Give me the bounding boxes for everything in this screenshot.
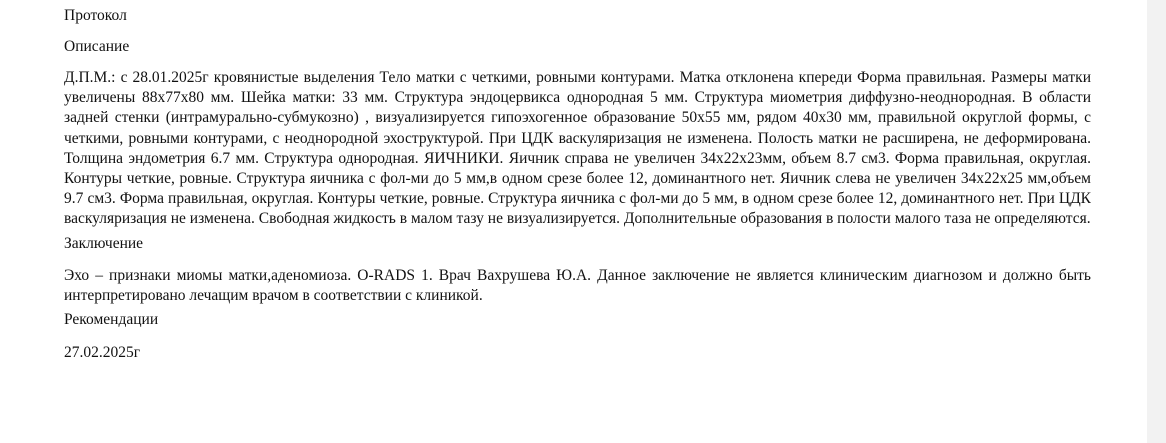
protocol-heading: Протокол: [64, 7, 127, 24]
conclusion-heading: Заключение: [64, 234, 144, 252]
description-text: Д.П.М.: с 28.01.2025г кровянистые выделения Тело матки с четкими, ровными контурами. Матка отклонена кпереди Форма правильная. Размеры матки увеличены 88x77x80 мм. Шейка матки: 33 мм. Структура эндоцервикса однородная 5 мм. Структура миометрия диффузно-неоднородная. В области задней стенки (интрамурально-субмукозно) , визуализируется гипоэхогенное образование 50x55 мм, рядом 40x30 мм, правильной округлой формы, с четкими, ровными контурами, с неоднородной эхоструктурой. При ЦДК васкуляризация не изменена. Полость матки не расширена, не деформирована. Толщина эндометрия 6.7 мм. Структура однородная. ЯИЧНИКИ. Яичник справа не увеличен 34x22x23мм, объем 8.7 см3. Форма правильная, округлая. Контуры четкие, ровные. Структура яичника с фол-ми до 5 мм,в одном срезе более 12, доминантного нет. Яичник слева не увеличен 34x22x25 мм,объем 9.7 см3. Форма правильная, округлая. Контуры четкие, ровные. Структура яичника с фол-ми до 5 мм, в одном срезе более 12, доминантного нет. При ЦДК васкуляризация не изменена. Свободная жидкость в малом тазу не визуализируется. Дополнительные образования в полости малого таза не определяются.: [64, 69, 1091, 228]
description-heading: Описание: [64, 38, 130, 55]
recommendations-heading: Рекомендации: [64, 311, 159, 329]
window-edge: [1147, 0, 1166, 443]
document-content: [64, 6, 1091, 363]
document-date: 27.02.2025г: [64, 344, 141, 362]
conclusion-text: Эхо – признаки миомы матки,аденомиоза. O-RADS 1. Врач Вахрушева Ю.А. Данное заключение не является клиническим диагнозом и должно быть интерпретировано лечащим врачом в соответствии с клиникой.: [64, 266, 1091, 304]
